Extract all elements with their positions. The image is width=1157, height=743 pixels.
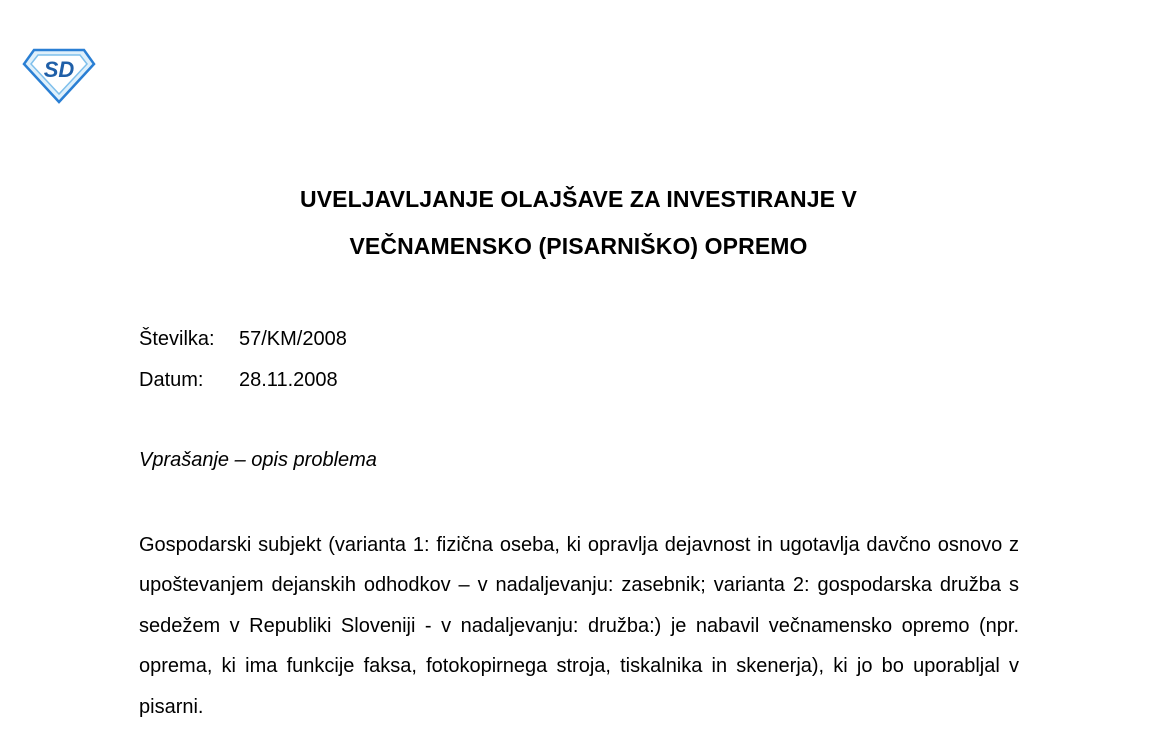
body-paragraph: Gospodarski subjekt (varianta 1: fizična oseba, ki opravlja dejavnost in ugotavlja davčno osnovo z upoštevanjem dejanskih odhodkov – v nadaljevanju: zasebnik; varianta 2: gospodarska družba s sedežem v Republiki Sloveniji - v nadaljevanju: družba:) je nabavil večnamensko opremo (npr. oprema, ki ima funkcije faksa, fotokopirnega stroja, tiskalnika in skenerja), ki jo bo uporabljal v pisarni. <box>139 534 1019 718</box>
document-title-line-1: UVELJAVLJANJE OLAJŠAVE ZA INVESTIRANJE V <box>300 186 857 212</box>
section-heading-question: Vprašanje – opis problema <box>139 449 377 471</box>
document-date-label: Datum: <box>139 369 204 391</box>
document-number-row <box>139 327 347 351</box>
sd-logo <box>22 46 96 104</box>
document-title-line-2: VEČNAMENSKO (PISARNIŠKO) OPREMO <box>349 233 808 259</box>
document-number-value: 57/KM/2008 <box>239 328 347 350</box>
document-date-value: 28.11.2008 <box>239 369 338 391</box>
document-date-row <box>139 368 338 392</box>
logo-lettering: SD <box>43 57 75 82</box>
document-number-label: Številka: <box>139 328 215 350</box>
